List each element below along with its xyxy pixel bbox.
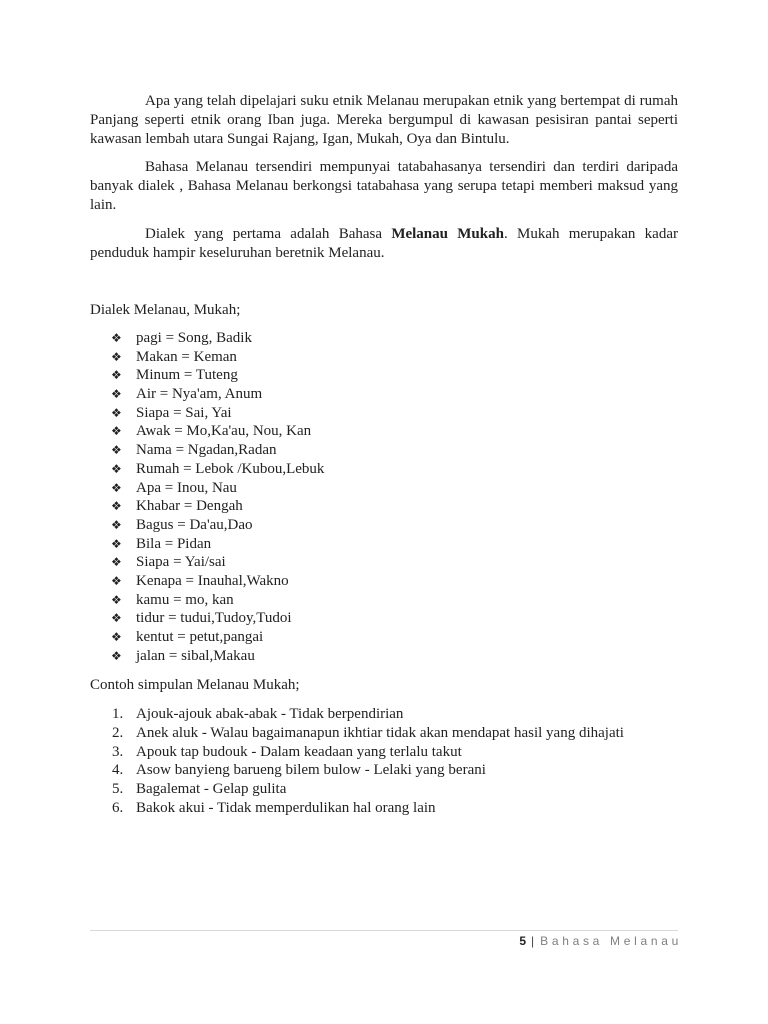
four-diamond-bullet-icon (111, 628, 122, 647)
dialect-entry: Siapa = Sai, Yai (136, 404, 232, 421)
four-diamond-bullet-icon (111, 591, 122, 610)
dialect-list-item (90, 535, 678, 554)
dialect-list-item (90, 329, 678, 348)
dialect-entry: Awak = Mo,Ka'au, Nou, Kan (136, 423, 312, 440)
dialect-list-item (90, 479, 678, 498)
list-number: 5. (112, 781, 124, 798)
dialect-entry: kentut = petut,pangai (136, 629, 264, 645)
four-diamond-bullet-icon (111, 535, 122, 554)
four-diamond-bullet-icon (111, 422, 122, 441)
page-footer (519, 934, 682, 948)
dialect-entry: Nama = Ngadan,Radan (136, 442, 277, 459)
dialect-list-item (90, 422, 678, 441)
idiom-list-heading: Contoh simpulan Melanau Mukah; (90, 677, 300, 693)
idiom-list-item (90, 705, 678, 724)
dialect-entry: Air = Nya'am, Anum (136, 386, 263, 403)
idiom-entry: Bagalemat - Gelap gulita (136, 781, 287, 798)
dialect-list-item (90, 647, 678, 666)
four-diamond-bullet-icon (111, 404, 122, 423)
intro-paragraph (90, 92, 678, 149)
list-number: 3. (112, 743, 124, 760)
footer-title: Bahasa Melanau (540, 934, 682, 948)
footer-separator: | (531, 934, 535, 948)
bold-term: Melanau Mukah (391, 226, 504, 242)
paragraph-text: Dialek yang pertama adalah Bahasa (145, 226, 392, 242)
dialect-list-item (90, 460, 678, 479)
dialect-entry: pagi = Song, Badik (136, 330, 252, 346)
list-number: 1. (112, 706, 124, 722)
idiom-list-item (90, 761, 678, 780)
dialect-entry: tidur = tudui,Tudoy,Tudoi (136, 610, 292, 627)
list-number: 4. (112, 762, 124, 779)
paragraph-line: lain. (90, 197, 117, 213)
idiom-list (90, 705, 678, 818)
paragraph-line: banyak dialek , Bahasa Melanau berkongsi tatabahasa yang serupa tetapi memberi maksud yang (90, 178, 678, 194)
paragraph-line: kawasan lembah utara Sungai Rajang, Igan, Mukah, Oya dan Bintulu. (90, 131, 510, 147)
idiom-list-item (90, 799, 678, 818)
paragraph-line: Panjang seperti etnik orang Iban juga. Mereka bergumpul di kawasan pesisiran pantai seperti (90, 112, 678, 128)
idiom-entry: Bakok akui - Tidak memperdulikan hal orang lain (136, 799, 436, 816)
dialect-list-item (90, 572, 678, 591)
dialect-entry: Bila = Pidan (136, 535, 212, 552)
dialect-entry: Rumah = Lebok /Kubou,Lebuk (136, 460, 325, 477)
page-number: 5 (519, 934, 526, 948)
footer-divider (90, 930, 678, 931)
idiom-list-item (90, 724, 678, 743)
dialect-paragraph (90, 158, 678, 215)
paragraph-line (90, 225, 678, 244)
four-diamond-bullet-icon (111, 460, 122, 479)
dialect-entry: Apa = Inou, Nau (136, 479, 237, 496)
dialect-entry: Bagus = Da'au,Dao (136, 516, 253, 533)
dialect-entry: Makan = Keman (136, 348, 237, 365)
paragraph-line: Bahasa Melanau tersendiri mempunyai tatabahasanya tersendiri dan terdiri daripada (145, 159, 678, 175)
dialect-entry: kamu = mo, kan (136, 591, 234, 608)
four-diamond-bullet-icon (111, 497, 122, 516)
dialect-entry: Minum = Tuteng (136, 367, 238, 384)
dialect-entry: Kenapa = Inauhal,Wakno (136, 572, 289, 589)
dialect-entry: Siapa = Yai/sai (136, 554, 226, 571)
idiom-entry: Apouk tap budouk - Dalam keadaan yang terlalu takut (136, 743, 462, 760)
paragraph-line: penduduk hampir keseluruhan beretnik Melanau. (90, 245, 385, 261)
four-diamond-bullet-icon (111, 553, 122, 572)
four-diamond-bullet-icon (111, 441, 122, 460)
four-diamond-bullet-icon (111, 479, 122, 498)
idiom-entry: Asow banyieng barueng bilem bulow - Lelaki yang berani (136, 762, 486, 779)
dialect-list-item (90, 609, 678, 628)
list-number: 2. (112, 724, 124, 741)
paragraph-line: Apa yang telah dipelajari suku etnik Melanau merupakan etnik yang bertempat di rumah (145, 93, 678, 109)
paragraph-text: . Mukah merupakan kadar (503, 226, 678, 242)
idiom-list-item (90, 780, 678, 799)
dialect-list-item (90, 516, 678, 535)
dialect-list-item (90, 348, 678, 367)
four-diamond-bullet-icon (111, 329, 122, 348)
dialect-list (90, 329, 678, 665)
dialect-list-item (90, 553, 678, 572)
four-diamond-bullet-icon (111, 516, 122, 535)
idiom-entry: Ajouk-ajouk abak-abak - Tidak berpendirian (136, 706, 404, 722)
dialect-list-item (90, 366, 678, 385)
dialect-list-item (90, 628, 678, 647)
dialect-list-item (90, 591, 678, 610)
idiom-entry: Anek aluk - Walau bagaimanapun ikhtiar tidak akan mendapat hasil yang dihajati (136, 724, 624, 741)
four-diamond-bullet-icon (111, 647, 122, 666)
dialect-list-item (90, 385, 678, 404)
four-diamond-bullet-icon (111, 348, 122, 367)
four-diamond-bullet-icon (111, 609, 122, 628)
list-number: 6. (112, 799, 124, 816)
four-diamond-bullet-icon (111, 366, 122, 385)
mukah-dialect-paragraph (90, 225, 678, 263)
four-diamond-bullet-icon (111, 572, 122, 591)
dialect-list-heading: Dialek Melanau, Mukah; (90, 302, 241, 318)
dialect-list-item (90, 404, 678, 423)
dialect-entry: jalan = sibal,Makau (136, 647, 255, 664)
idiom-list-item (90, 743, 678, 762)
four-diamond-bullet-icon (111, 385, 122, 404)
dialect-list-item (90, 497, 678, 516)
dialect-list-item (90, 441, 678, 460)
dialect-entry: Khabar = Dengah (136, 498, 243, 515)
